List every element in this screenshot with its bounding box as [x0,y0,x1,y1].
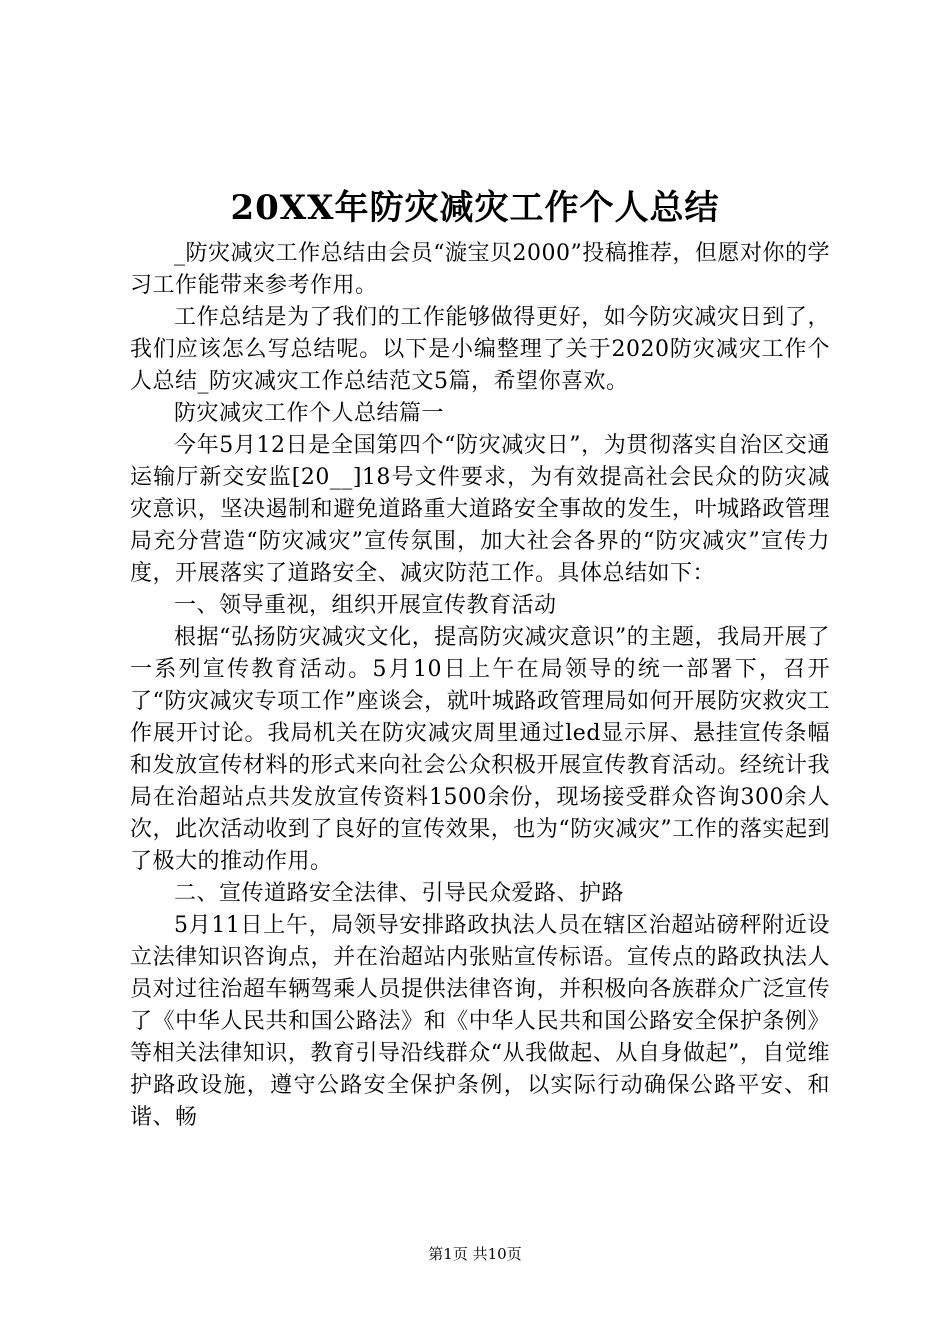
document-title: 20XX年防灾减灾工作个人总结 [230,188,720,228]
paragraph-leadership: 根据“弘扬防灾减灾文化，提高防灾减灾意识”的主题，我局开展了一系列宣传教育活动。5月10日上午在局领导的统一部署下，召开了“防灾减灾专项工作”座谈会，就叶城路政管理局如何开展防灾救灾工作展开讨论。我局机关在防灾减灾周里通过led显示屏、悬挂宣传条幅和发放宣传材料的形式来向社会公众积极开展宣传教育活动。经统计我局在治超站点共发放宣传资料1500余份，现场接受群众咨询300余人次，此次活动收到了良好的宣传效果，也为“防灾减灾”工作的落实起到了极大的推动作用。 [130,625,830,874]
subheading-law-publicity: 二、宣传道路安全法律、引导民众爱路、护路 [174,881,625,906]
page-number-footer: 第1页 共10页 [428,1245,522,1263]
paragraph-law-publicity: 5月11日上午，局领导安排路政执法人员在辖区治超站磅秤附近设立法律知识咨询点，并在治超站内张贴宣传标语。宣传点的路政执法人员对过往治超车辆驾乘人员提供法律咨询，并积极向各族群众广泛宣传了《中华人民共和国公路法》和《中华人民共和国公路安全保护条例》等相关法律知识，教育引导沿线群众“从我做起、从自身做起”，自觉维护路政设施，遵守公路安全保护条例，以实际行动确保公路平安、和谐、畅 [130,913,830,1130]
paragraph-preface: 工作总结是为了我们的工作能够做得更好，如今防灾减灾日到了，我们应该怎么写总结呢。以下是小编整理了关于2020防灾减灾工作个人总结_防灾减灾工作总结范文5篇，希望你喜欢。 [130,305,830,394]
paragraph-intro: _防灾减灾工作总结由会员“漩宝贝2000”投稿推荐，但愿对你的学习工作能带来参考作用。 [130,241,830,298]
section-heading-part-one: 防灾减灾工作个人总结篇一 [174,401,445,426]
paragraph-overview: 今年5月12日是全国第四个“防灾减灾日”，为贯彻落实自治区交通运输厅新交安监[20__]18号文件要求，为有效提高社会民众的防灾减灾意识，坚决遏制和避免道路重大道路安全事故的发生，叶城路政管理局充分营造“防灾减灾”宣传氛围，加大社会各界的“防灾减灾”宣传力度，开展落实了道路安全、减灾防范工作。具体总结如下： [130,433,830,586]
document-body [130,238,830,1134]
subheading-leadership: 一、领导重视，组织开展宣传教育活动 [174,593,557,618]
